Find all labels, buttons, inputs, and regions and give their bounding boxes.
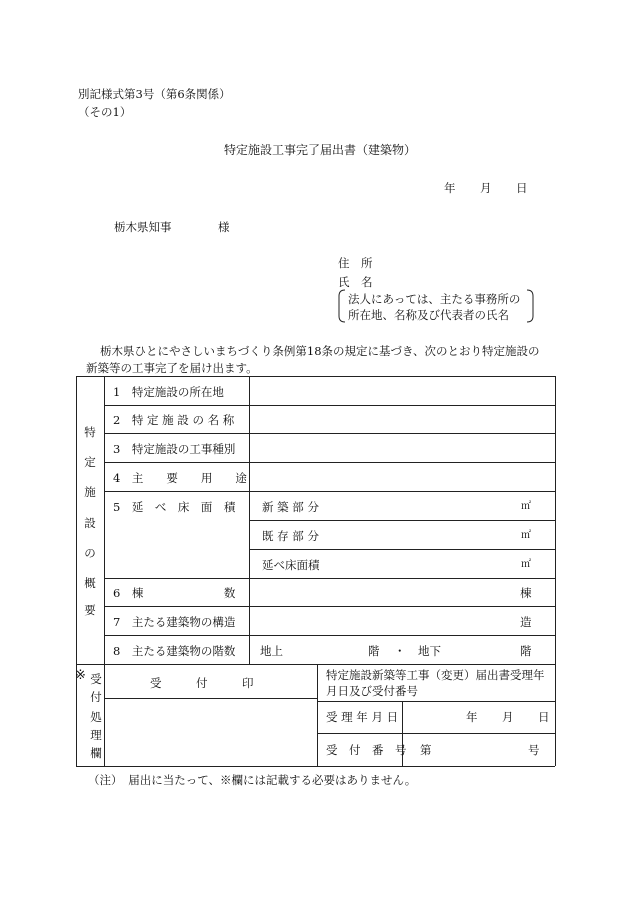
new-construction-label: 新 築 部 分	[262, 500, 319, 514]
side-label-char: 概	[84, 576, 96, 590]
reception-mark: ※	[75, 668, 86, 683]
reception-side-char: 理	[90, 728, 102, 742]
body-text-line2: 新築等の工事完了を届け出ます。	[86, 361, 258, 375]
existing-part-label: 既 存 部 分	[262, 529, 319, 543]
receipt-date-day: 日	[538, 710, 550, 724]
location-field[interactable]	[250, 377, 555, 405]
side-label-char: 特	[84, 425, 96, 439]
row-label-location: 1 特定施設の所在地	[113, 385, 224, 399]
receipt-number-suffix: 号	[528, 743, 540, 757]
side-label-char: の	[84, 546, 96, 560]
date-year: 年	[444, 181, 456, 195]
reception-side-char: 受	[90, 672, 102, 686]
row-label-main-use: 4 主 要 用 途	[113, 471, 247, 485]
side-label-char: 設	[84, 516, 96, 530]
form-number: 別記様式第3号（第6条関係）	[78, 87, 231, 101]
row-label-structure: 7 主たる建築物の構造	[113, 615, 236, 629]
building-count-unit: 棟	[520, 586, 532, 600]
side-label-char: 施	[84, 485, 96, 499]
addressee-name: 栃木県知事	[114, 220, 172, 234]
row-label-work-type: 3 特定施設の工事種別	[113, 442, 236, 456]
reception-side-char: 欄	[90, 746, 102, 760]
floors-below-unit: 階	[520, 644, 532, 658]
main-use-field[interactable]	[250, 463, 555, 491]
reception-stamp-label: 受 付 印	[150, 676, 254, 690]
date-day: 日	[516, 181, 528, 195]
work-type-field[interactable]	[250, 434, 555, 462]
receipt-info-line1: 特定施設新築等工事（変更）届出書受理年	[326, 668, 545, 682]
row-label-building-count: 6 棟 数	[113, 586, 236, 600]
form-part: （その1）	[78, 105, 132, 119]
receipt-number-prefix: 第	[420, 743, 432, 757]
row-label-name: 2 特 定 施 設 の 名 称	[113, 413, 235, 427]
reception-side-char: 付	[90, 690, 102, 704]
receipt-date-year: 年	[466, 710, 478, 724]
side-label-char: 定	[84, 455, 96, 469]
applicant-note-line2: 所在地、名称及び代表者の氏名	[348, 308, 509, 322]
receipt-info-line2: 月日及び受付番号	[326, 684, 418, 698]
page-title: 特定施設工事完了届出書（建築物）	[224, 143, 417, 157]
address-label: 住 所	[338, 256, 373, 270]
floors-above-unit: 階	[368, 644, 380, 658]
total-floor-area-label: 延べ床面積	[262, 558, 320, 572]
footnote: （注） 届出に当たって、※欄には記載する必要はありません。	[88, 773, 417, 787]
addressee-honorific: 様	[218, 220, 230, 234]
floors-below-label: 地下	[418, 644, 441, 658]
floors-separator: ・	[394, 644, 406, 658]
applicant-note-line1: 法人にあっては、主たる事務所の	[348, 292, 521, 306]
total-floor-area-unit: ㎡	[521, 559, 531, 570]
row-label-floors: 8 主たる建築物の階数	[113, 644, 236, 658]
floors-above-label: 地上	[260, 644, 283, 658]
name-label: 氏 名	[338, 275, 373, 289]
row-label-floor-area: 5 延 べ 床 面 積	[113, 500, 236, 514]
side-label-char: 要	[84, 603, 96, 617]
structure-unit: 造	[520, 615, 532, 629]
new-construction-unit: ㎡	[521, 501, 531, 512]
existing-part-unit: ㎡	[521, 530, 531, 541]
receipt-date-label: 受 理 年 月 日	[326, 710, 399, 724]
body-text-line1: 栃木県ひとにやさしいまちづくり条例第18条の規定に基づき、次のとおり特定施設の	[100, 344, 540, 358]
reception-side-char: 処	[90, 710, 102, 724]
receipt-number-label: 受 付 番 号	[326, 743, 407, 757]
receipt-date-month: 月	[502, 710, 514, 724]
facility-name-field[interactable]	[250, 406, 555, 433]
date-month: 月	[480, 181, 492, 195]
